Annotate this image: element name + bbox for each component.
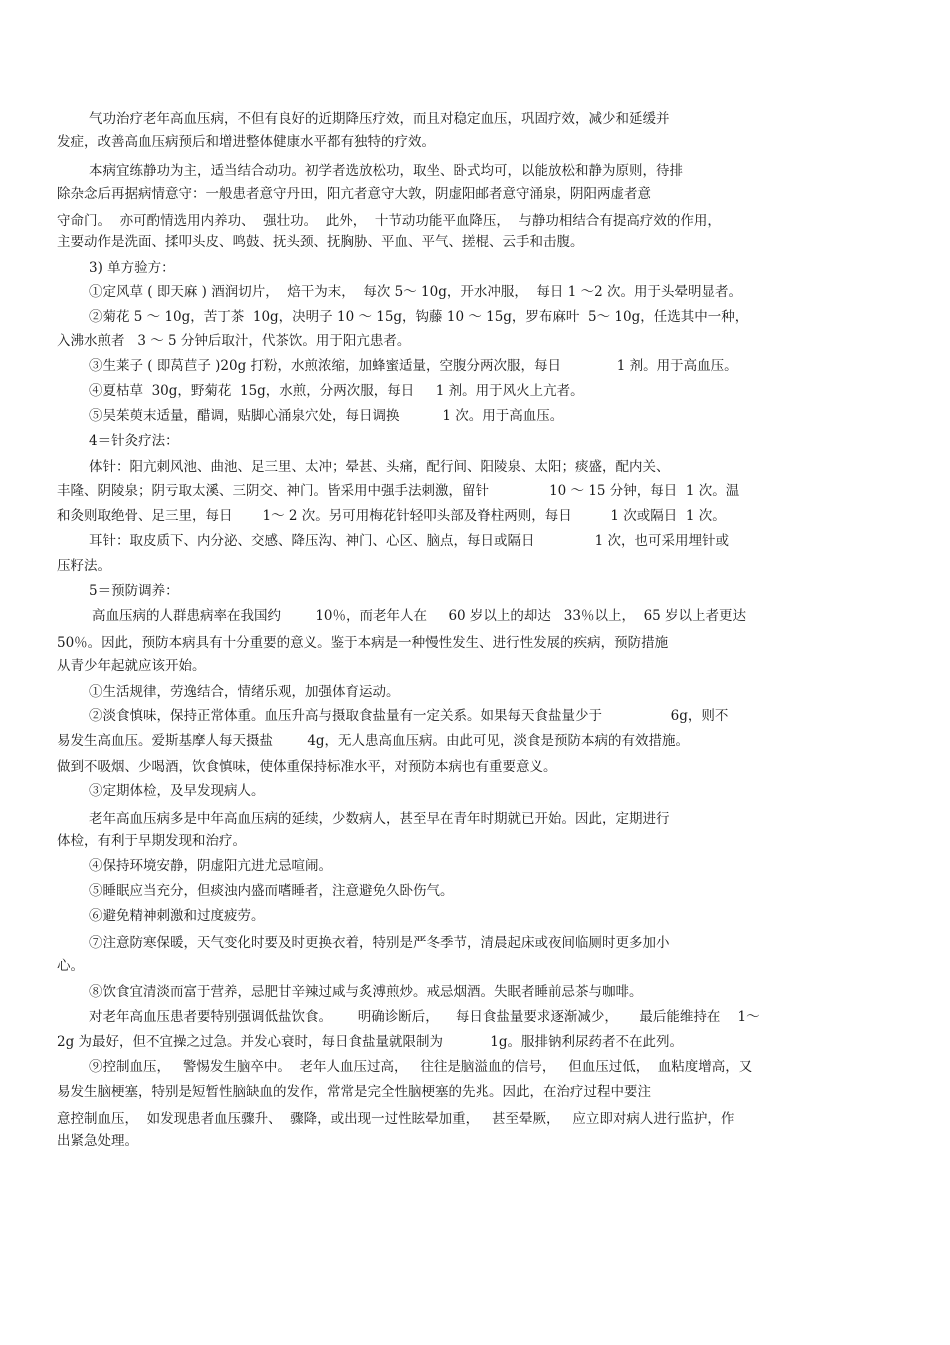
section-heading: 4＝针灸疗法： (89, 433, 179, 449)
text-line: 除杂念后再据病情意守：一般患者意守丹田，阳亢者意守大敦，阴虚阳邮者意守涌泉，阴阳两虚者意 (57, 186, 651, 202)
text-line: 主要动作是洗面、揉叩头皮、鸣鼓、抚头颈、抚胸胁、平血、平气、搓棍、云手和击腹。 (57, 234, 584, 250)
text-line: 高血压病的人群患病率在我国约 10％，而老年人在 60 岁以上的却达 33％以上， 65 岁以上者更达 (92, 608, 747, 624)
text-line: ⑤吴茱萸末适量，醋调，贴脚心涌泉穴处，每日调换 1 次。用于高血压。 (89, 408, 564, 424)
text-line: 对老年高血压患者要特别强调低盐饮食。 明确诊断后， 每日食盐量要求逐渐减少， 最后能维持在 1～ (89, 1009, 760, 1025)
text-line: ⑤睡眠应当充分，但痰浊内盛而嗜睡者，注意避免久卧伤气。 (89, 883, 454, 899)
text-line: 2g 为最好，但不宜操之过急。并发心衰时，每日食盐量就限制为 1g。服排钠利尿药者不在此列。 (57, 1034, 683, 1050)
text-line: 体检，有利于早期发现和治疗。 (57, 833, 246, 849)
text-line: 本病宜练静功为主，适当结合动功。初学者选放松功，取坐、卧式均可，以能放松和静为原则，待排 (89, 163, 683, 179)
text-line: 发症，改善高血压病预后和增进整体健康水平都有独特的疗效。 (57, 134, 435, 150)
text-line: 做到不吸烟、少喝酒，饮食慎味，使体重保持标准水平，对预防本病也有重要意义。 (57, 759, 557, 775)
text-line: 从青少年起就应该开始。 (57, 658, 206, 674)
text-line: ⑨控制血压， 警惕发生脑卒中。 老年人血压过高， 往往是脑溢血的信号， 但血压过低， 血粘度增高，又 (89, 1059, 753, 1075)
text-line: 出紧急处理。 (57, 1133, 138, 1149)
text-line: ①生活规律，劳逸结合，情绪乐观，加强体育运动。 (89, 684, 400, 700)
text-line: 50％。因此，预防本病具有十分重要的意义。鉴于本病是一种慢性发生、进行性发展的疾病，预防措施 (57, 635, 669, 651)
text-line: 老年高血压病多是中年高血压病的延续，少数病人，甚至早在青年时期就已开始。因此，定期进行 (89, 811, 670, 827)
text-line: ③定期体检，及早发现病人。 (89, 783, 265, 799)
text-line: ⑦注意防寒保暖，天气变化时要及时更换衣着，特别是严冬季节，清晨起床或夜间临厕时更多加小 (89, 935, 670, 951)
text-line: ⑥避免精神刺激和过度疲劳。 (89, 908, 265, 924)
text-line: ③生莱子 ( 即莴苣子 )20g 打粉，水煎浓缩，加蜂蜜适量，空腹分两次服，每日 1 剂。用于高血压。 (89, 358, 738, 374)
text-line: 体针：阳亢刺风池、曲池、足三里、太冲；晕甚、头痛，配行间、阳陵泉、太阳；痰盛，配内关、 (89, 459, 670, 475)
text-line: ②菊花 5 ～ 10g，苦丁茶 10g，决明子 10 ～ 15g，钩藤 10 ～ 15g，罗布麻叶 5～ 10g，任选其中一种， (89, 309, 749, 325)
text-line: 心。 (57, 958, 84, 974)
text-line: ④保持环境安静，阴虚阳亢进尤忌喧闹。 (89, 858, 332, 874)
text-line: 入沸水煎者 3 ～ 5 分钟后取汁，代茶饮。用于阳亢患者。 (57, 333, 411, 349)
text-line: 丰隆、阴陵泉；阴亏取太溪、三阴交、神门。皆采用中强手法刺激，留针 10 ～ 15 分钟，每日 1 次。温 (57, 483, 740, 499)
text-line: ⑧饮食宜清淡而富于营养，忌肥甘辛辣过咸与炙溥煎炒。戒忌烟酒。失眠者睡前忌茶与咖啡。 (89, 984, 643, 1000)
text-line: 易发生高血压。爱斯基摩人每天摄盐 4g，无人患高血压病。由此可见，淡食是预防本病的有效措施。 (57, 733, 690, 749)
text-line: ②淡食慎味，保持正常体重。血压升高与摄取食盐量有一定关系。如果每天食盐量少于 6g，则不 (89, 708, 729, 724)
text-line: 守命门。 亦可酌情选用内养功、 强壮功。 此外， 十节动功能平血降压， 与静功相结合有提高疗效的作用， (57, 213, 721, 229)
text-line: ④夏枯草 30g，野菊花 15g，水煎，分两次服，每日 1 剂。用于风火上亢者。 (89, 383, 584, 399)
text-line: 气功治疗老年高血压病，不但有良好的近期降压疗效，而且对稳定血压，巩固疗效，减少和延缓并 (89, 111, 670, 127)
text-line: 和灸则取绝骨、足三里，每日 1～ 2 次。另可用梅花针轻叩头部及脊柱两则，每日 1 次或隔日 1 次。 (57, 508, 726, 524)
text-line: 压籽法。 (57, 558, 111, 574)
text-line: 耳针：取皮质下、内分泌、交感、降压沟、神门、心区、脑点，每日或隔日 1 次，也可采用埋针或 (89, 533, 729, 549)
text-line: ①定风草 ( 即天麻 ) 酒润切片， 焙干为末， 每次 5～ 10g，开水冲服， 每日 1 ～2 次。用于头晕明显者。 (89, 284, 742, 300)
text-line: 意控制血压， 如发现患者血压骤升、 骤降，或出现一过性眩晕加重， 甚至晕厥， 应立即对病人进行监护，作 (57, 1111, 735, 1127)
section-heading: 3) 单方验方： (89, 260, 175, 276)
text-line: 易发生脑梗塞，特别是短暂性脑缺血的发作，常常是完全性脑梗塞的先兆。因此，在治疗过程中要注 (57, 1084, 651, 1100)
section-heading: 5＝预防调养： (89, 583, 179, 599)
